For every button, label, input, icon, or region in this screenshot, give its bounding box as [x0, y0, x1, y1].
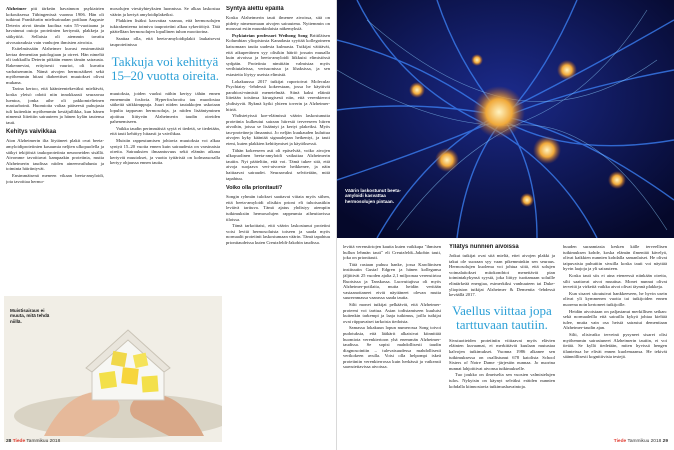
paragraph: Songin ryhmän tulokset saattavat viitata myös siihen, että beeta-amyloidi olisikin prioni eli tuhoisastikin leviävä tarttuva. Tämä ajatus yhdistyy aiempiin tutkimuksiin hermosolujen rappeumia aiheuttavissa tiloissa.	[226, 194, 330, 222]
house-photo	[4, 296, 222, 442]
paragraph: Tarina kertoo, että käänteentekeväksi mieltävät, koska yleisö odotti niin innokkaasti seuraavaa luentoa, jonka aihe oli pakkomielteinen masturbointi. Huomioita valtaa pääseesti puhujasta tuli kuitenkin myöhemmin kestäjullikka, kun hänen nimensä liitettiin sairauteen ja hänen kylän tautensa tauti.	[6, 86, 104, 125]
paragraph: Tähän kokeeseen asti oli epäselvää, voiko aivojen ulkopuolinen beeta-amyloidi vaikuttaa Alzheimerin tautiin. Nyt pääteltiin, että voi. Tämä tukee sitä, että aivoja suojaava veri-aivoeste heikkenee, ja näin haittaavat sairaudet. Seuraavaksi selvitetään, mitä tapahtuu.	[226, 147, 330, 181]
paragraph: Lokakuussa 2017 tutkijat raportoivat Molecular Psychiatry -lehdessä kokeestaan, jossa he käyttivät parabiosi-nimistä menetelmää. Siinä kaksi eläintä liitetään toisiinsa kirurgisesti niin, että verenkierrot yhdistyvät. Rykmä kytki yhteen toverin ja Alzheimer-hiiriä.	[226, 78, 330, 112]
paragraph-text: ja hänen kollegansa jäljittivät 25 vuoden ajalta 2,1 miljoonaa verensiirtoa Ruotsissa ja Tanskassa. Luovuttajissa oli myös Alzheimer-potilaita, mutta heidän veritään vastaanottaneet eivät näyttäneet olevan mutta suurernmassa vaarassa saada tautia.	[343, 267, 441, 301]
section-heading: Voiko olla prionitauti?	[226, 185, 283, 192]
lead-word: Alzheimer	[6, 6, 27, 11]
paragraph: Ensimmäisenä meneen vikaan beeta-amyloidi, jota tavoittaa hermo-	[6, 173, 104, 184]
paragraph	[343, 262, 441, 301]
magazine-brand: Tiede	[613, 439, 627, 444]
paragraph: Sivutuotteiden proteiiniin viittaavat myös elävien eläinten kuvaamat, ei merkittävät kuulaan mutustaa kalvojen tutkimukset. Vuonna 1986 alkanee sen tutkimuksessa on osallistunut 678 katolista School Sisters of Notre Dame -järjestön nunnaa. Jo nuorina nunnat lahjoittivat aivonsa tutkimukselle.	[449, 337, 555, 371]
sticky-note	[99, 371, 117, 389]
sticky-note	[111, 351, 127, 367]
paragraph-text: Brittiläisen Kolumbian yliopistosta Kanadasta syyttää kollegoineen katsomaan tautia uudesta kulmasta. Tutkijat väittävät, että aikuperäinen syy olisikin häiriö jossain muualla kuin aivoissa ja beeta-amyloidi liikkuisi elimistössä sydpäin. Proteiinia nimittäin valmistaa myös verihiutaleissa, verisuonissa ja lihaksissa, ja sen esiasteita löytyy useista elimistä.	[226, 32, 330, 77]
paragraph: Silti monet tutkijat pelkäävät, että Alzheimer-proteeni voi tarttua. Asian todistamiseen kuuluisi kuitenkin tarkempi ja laaja tutkimus, joilla tutkijat ovat riippuvaiset tarkoista tiedoista.	[343, 301, 441, 324]
pull-quote: Takkuja voi kehittyä 15–20 vuotta oireita.	[111, 54, 219, 84]
paragraph: Yhdistetyissä koe-eläimissä väärin laskostunutta proteiinia kulkeutui sairaan hiirestä terveeseen hiiren aivoihin, joissa se lisääntyi ja kertyi plakeiksi. Myös tau-proteiineja ilmaantui. Jo neljän kuukauden kuluttua aivojen kyky kääntää signaalejaan heikentyi, ja tauti eteni, kuten plakkien kehittymiset ja käytöksessä.	[226, 113, 330, 147]
section-heading: Kehitys vaivikkaa	[6, 129, 57, 136]
paragraph: Saattaa olla, että beeta-amyloidiplakit laukaisevat tauproteiinissa	[110, 35, 220, 47]
sticky-note	[121, 367, 139, 385]
paragraph: mosolujen viestiyhteyksien luonnissa. Se alkaa laskostua väärin ja kertyä amyloidiplakeiksi.	[110, 6, 220, 17]
paragraph: Kun sisaret sitoutuivat hankkeeseen, he hyvin usein olivat yli kymmenen vuotta tai tutkijoiden ennen nuorena noin kertoneet tutkijoille.	[563, 290, 667, 307]
issue-date: Tammikuu 2018	[26, 439, 61, 444]
photo-caption: Muistisairaus ei muuta, mitä tehdä niillä.	[10, 308, 50, 324]
paragraph: buuden suraamiasia kesken källe terveellisen tutkimuksen kohde, koska elämän ilmentää kävelyä, olivat kaikkien nunnien kohdalla samanlaiset. He olivat taipuvaisia puhuttiin sivuilla koska tauti voi näyttää hyvin laajoja ja yli sairauteen.	[563, 244, 667, 272]
section-heading: Yllätys nunnien aivoissa	[449, 244, 519, 250]
right-footer	[614, 439, 668, 444]
left-page	[0, 0, 336, 450]
left-footer	[6, 439, 60, 444]
paragraph: muutoksia, joiden vuoksi niihin kertyy tähän ennen ennemmän fosforia. Hyperfosforoitu tau muodostaa säikeitä säikkimppuja. Juuri niiden tautakkojen uskotaan lopulta tappavan hermosoluja, ja niiden lisääntyminen ajoittuu liittyvän Alzheimerin taudin oireiden pahenemiseen.	[110, 91, 220, 125]
paragraph	[226, 33, 330, 78]
paragraph: Esitelmässään Alzheimer kuvasi ensimmäistä kertaa dementian patologiaan ja oireet. Hän nimeltä oli tarkkaillu Deterin pitkään ennen tämän sairausta. Rakenneviat, erityisesti vauriot, oli kuvattu varhaisemmin. Nämä aivojen hermosäikeet sekä myöhemmin hitaat diabeettiset muutokset olivat mukana.	[6, 46, 104, 85]
neuron-photo	[337, 0, 674, 238]
sticky-note	[133, 353, 148, 368]
magazine-brand: Tiede	[12, 439, 26, 444]
left-column-1	[6, 6, 104, 296]
paragraph: Plakkien lisäksi kasvattaa vaanaa, että hermosolujen tukirakenteena toimiva tauproteiini alkaa sykertöityä. Tätä päätelläan hermosolujen lopullinen tuhon moottorina.	[110, 18, 220, 35]
paragraph: Tuo joukko on ilmeiselta sen vuosien valmistelujen tulos. Nykyisin on käynyt selväksi eräiden nunnien kohdalla kiinnostavia tutkimushavaintoja.	[449, 372, 555, 389]
paragraph: Heidän aivoistaan on paljastanut merkillisen seikan: sekä normaaleilla että sairailla kykyä johtaa kieltää tulee, mutta vain osa heistä sairastui dementiaan Alzheimer-taudin ajan.	[563, 308, 667, 331]
paragraph: Tämä tarkoittaisi, että väärin laskostunut proteiini voisi levitä hermosoluista toiseen ja saada myös normaalit proteiinit laskostumaan väärin. Tämä tapahtuu prionitaudeissa kuten Creutzfeldt-Jakobin taudissa.	[226, 223, 330, 245]
paragraph: Aion Alzheimerin ilta löytäneet plakit ovat beeta-amyloidiproteiinien kasaumia neljien ulkopuolella ja säikyt tekijöistä taukoproteiinia neuroneiden sisällä. Aivomme tavoittavat kampaakin proteiinia, mutta Alzheimerin taudissa niiden aineenvaihdunta ja toiminta häiriintyvät.	[6, 138, 104, 172]
left-column-3	[226, 6, 330, 434]
paragraph: Muistin rappeutumisen johtavia muutoksia voi alkaa syntyä 15–20 vuotta ennen kuin sairaudesta on varsinaisia oireita. Sairauksien ilmaantuvuus sekä elämän aikana kertyvät muutokset, ja vuotta tyttäristä on kolmassosalla kertyy ohjaussa ennen tautia.	[110, 137, 220, 166]
paragraph: Koska tauti siis ei aina eteneessä niinkään oireita, silti saattavat aivot muuttua. Monet nunnat olivat terveitä ja virkeitä vaikka aivot olivat täynnä plakkeja.	[563, 272, 667, 290]
right-column-1	[343, 244, 441, 434]
pull-quote: Vaellus viittaa jopa tarttuvaan tautiin.	[452, 302, 552, 332]
paragraph: Jotkut tutkijat ovat sitä mieltä, ettei aivojen plakki ja takut ole suoraan syy vaan pikemminkin sen seuraus. Hermosolujen kuolema voi johtua siitä, että solujen voimalaitokset mitokondriot menettävät pian toimintakykynsä syystä, joka liittyy tuottamaan soluille elintärkeää energiaa, esimerkiksi vanhuuteen tai Duke-yliopiston tutkijat Alzheimer & Dementia -lehdessä keväällä 2017.	[449, 253, 555, 298]
right-column-2	[449, 244, 555, 434]
sticky-note	[141, 375, 158, 392]
page-number: 29	[662, 439, 668, 444]
issue-date: Tammikuu 2018	[627, 439, 662, 444]
paragraph: levittä verensiirtojen kautta kuten vaikkapa "ihmisen hullun lehmän tauti" eli Creutzfeldt–Jakobin tauti, joka on prionitauti.	[343, 244, 441, 261]
photo-caption: Väärin laskostunut beeta-amyloidi kasvattaa hermosolujen pintaan.	[345, 188, 401, 204]
paragraph	[6, 6, 104, 45]
right-column-3	[563, 244, 667, 434]
paragraph: Samassa lokakuun lopun numerossa Song toivoi pudotuksia, että lääkärit alkaisivat kiinnittää huomiota verenkiertoon yhä enemmän Alzheimer-taudissa. Se sopisi mahdollisesti taudin diagnosointiin – tulevaisuudessa mahdollisesti verikokeen avulla. Voisi olla helpompi iskeä proteiiniin verenkierrossa kuin herkässä ja vaikeasti saavutettavissa aivoissa.	[343, 325, 441, 370]
paragraph: Silti, olisivatko terveinä pysyneet sisaret olisi myöhemmin sairastuneet Alzheimerin tautiin, ei voi tietää. Se kyllä tiedetään, miten hyvissä hengen tilanteissa he elivät ennen kuolemaansa. He tekivät säännöllisesti kognitiivisia testejä.	[563, 331, 667, 360]
paragraph: Koska Alzheimerin tauti ilmenee aivoissa, sitä on pidetty nimenomaan aivojen sairautena. Nyttemmin on moussut esiin muunkinlaisia näkemyksiä.	[226, 15, 330, 32]
left-column-2	[110, 6, 220, 296]
bold-name: Psykiatrian professori Weihong Song	[232, 32, 308, 38]
section-heading: Syntyä alettu epäillä	[226, 6, 284, 12]
paragraph-text: piti tärkeän havainnon psykiatrien kokouksessa Tübingenissä vuonna 1906. Hän oli tutkinut Frankfurtin mielisairaalan potilaan Auguste Deterin aivot tämän kuoltua vain 55-vuotiaana ja havainnut outoja proteiinien kertymiä, plakkeja ja säikyttöä. Sellaisia oli aiemmin tavattu aivosairauksia vain vanhojen ihmisten aivoista.	[6, 6, 104, 45]
paragraph-lead: Tätä rastaan puhuu hanke, jossa Karoliinisen instituutin Gustaf Edgren	[343, 261, 441, 273]
right-page	[337, 0, 674, 450]
paragraph: Vaikka taudin perimmäistä syytä ei tiedetä, se tiedetään, että tauti kehittyy hitaasti ja vaivihkaa.	[110, 125, 220, 137]
page-number: 28	[6, 439, 12, 444]
